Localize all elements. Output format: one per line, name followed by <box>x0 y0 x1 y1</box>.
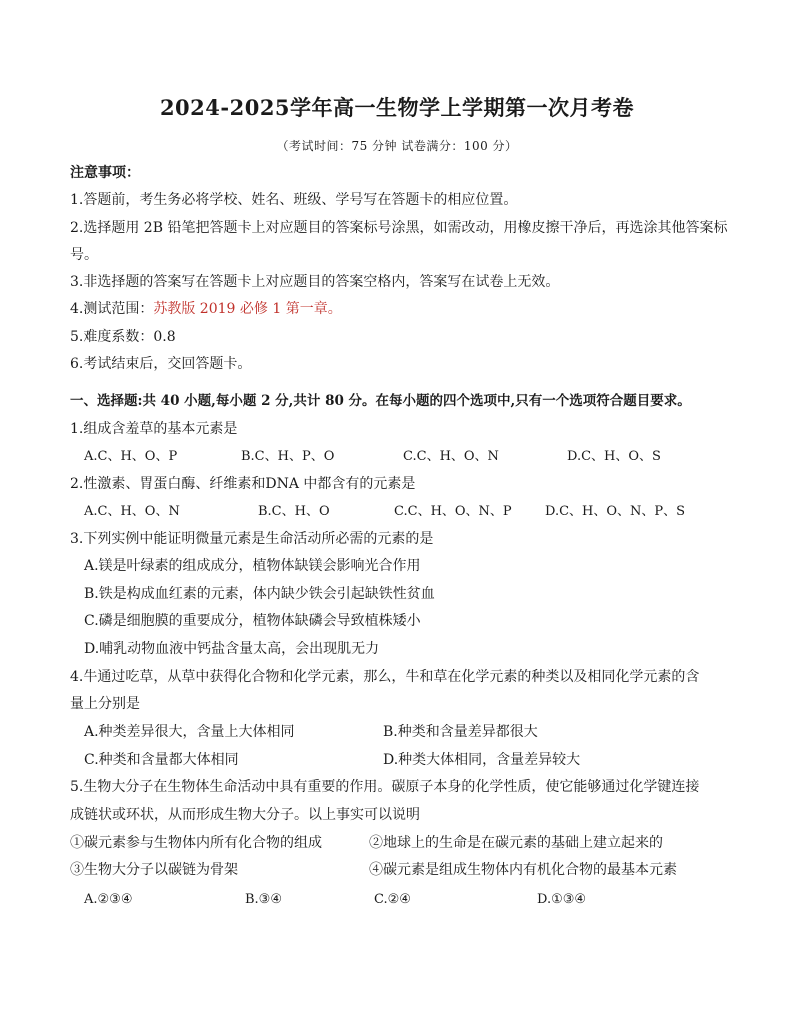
question-4-option-b: B.种类和含量差异都很大 <box>383 724 538 740</box>
question-5-option-a: A.②③④ <box>84 892 133 907</box>
question-3-option-c: C.磷是细胞膜的重要成分，植物体缺磷会导致植株矮小 <box>84 613 421 629</box>
notes-heading: 注意事项： <box>70 165 140 181</box>
question-5-stem-line-2: 成链状或环状，从而形成生物大分子。以上事实可以说明 <box>70 807 420 823</box>
note-1: 1.答题前，考生务必将学校、姓名、班级、学号写在答题卡的相应位置。 <box>70 192 518 208</box>
question-2-option-b: B.C、H、O <box>258 504 330 519</box>
note-4 <box>70 299 342 319</box>
question-3-option-b: B.铁是构成血红素的元素，体内缺少铁会引起缺铁性贫血 <box>84 586 435 602</box>
question-1-stem: 1.组成含羞草的基本元素是 <box>70 421 238 437</box>
question-5-option-d: D.①③④ <box>537 892 587 907</box>
note-6: 6.考试结束后，交回答题卡。 <box>70 356 252 372</box>
question-3-stem: 3.下列实例中能证明微量元素是生命活动所必需的元素的是 <box>70 531 434 547</box>
test-range: 苏教版 2019 必修 1 第一章。 <box>153 301 342 317</box>
question-1-option-c: C.C、H、O、N <box>403 449 499 464</box>
note-3: 3.非选择题的答案写在答题卡上对应题目的答案空格内，答案写在试卷上无效。 <box>70 274 560 290</box>
question-5-statement-3: ③生物大分子以碳链为骨架 <box>70 862 238 878</box>
question-2-stem: 2.性激素、胃蛋白酶、纤维素和DNA 中都含有的元素是 <box>70 476 416 492</box>
question-5-option-c: C.②④ <box>374 892 411 907</box>
question-5-option-b: B.③④ <box>245 892 282 907</box>
note-2-line-2: 号。 <box>70 247 98 263</box>
question-4-option-d: D.种类大体相同，含量差异较大 <box>383 752 581 768</box>
question-2-option-d: D.C、H、O、N、P、S <box>545 504 686 519</box>
question-2-option-c: C.C、H、O、N、P <box>394 504 512 519</box>
question-3-option-d: D.哺乳动物血液中钙盐含量太高，会出现肌无力 <box>84 641 380 657</box>
question-2-option-a: A.C、H、O、N <box>84 504 180 519</box>
question-4-option-a: A.种类差异很大，含量上大体相同 <box>84 724 295 740</box>
question-4-stem-line-2: 量上分别是 <box>70 696 140 712</box>
question-1-option-b: B.C、H、P、O <box>241 449 335 464</box>
question-4-stem-line-1: 4.牛通过吃草，从草中获得化合物和化学元素，那么，牛和草在化学元素的种类以及相同化学元素的含 <box>70 669 700 685</box>
question-1-option-a: A.C、H、O、P <box>84 449 178 464</box>
question-4-option-c: C.种类和含量都大体相同 <box>84 752 239 768</box>
note-5: 5.难度系数：0.8 <box>70 329 176 345</box>
question-1-option-d: D.C、H、O、S <box>567 449 661 464</box>
page-title: 2024-2025学年高一生物学上学期第一次月考卷 <box>159 95 635 120</box>
exam-info: （考试时间：75 分钟 试卷满分：100 分） <box>276 139 518 153</box>
note-4-prefix: 4.测试范围： <box>70 301 154 317</box>
question-5-statement-2: ②地球上的生命是在碳元素的基础上建立起来的 <box>369 835 663 851</box>
note-2-line-1: 2.选择题用 2B 铅笔把答题卡上对应题目的答案标号涂黑，如需改动，用橡皮擦干净后，再选涂其他答案标 <box>70 220 728 236</box>
question-5-statement-4: ④碳元素是组成生物体内有机化合物的最基本元素 <box>369 862 677 878</box>
question-3-option-a: A.镁是叶绿素的组成成分，植物体缺镁会影响光合作用 <box>84 558 421 574</box>
section-heading: 一、选择题:共 40 小题,每小题 2 分,共计 80 分。在每小题的四个选项中,只有一个选项符合题目要求。 <box>70 393 691 409</box>
question-5-stem-line-1: 5.生物大分子在生物体生命活动中具有重要的作用。碳原子本身的化学性质，使它能够通过化学键连接 <box>70 779 700 795</box>
question-5-statement-1: ①碳元素参与生物体内所有化合物的组成 <box>70 835 322 851</box>
